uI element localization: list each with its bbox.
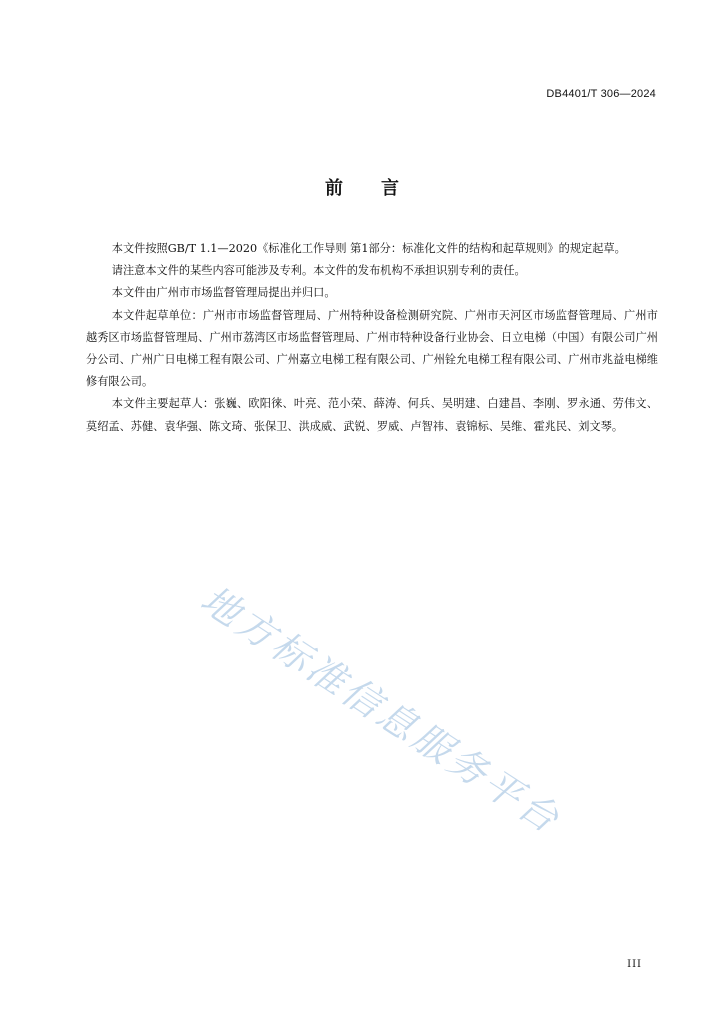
page-number: III xyxy=(627,959,642,970)
page-title: 前言 xyxy=(325,178,437,199)
paragraph-drafters: 本文件主要起草人：张巍、欧阳徕、叶亮、范小荣、薛涛、何兵、吴明建、白建昌、李刚、罗永通、劳伟文、莫绍孟、苏健、袁华强、陈文琦、张保卫、洪成威、武锐、罗威、卢智祎、袁锦标、吴维、霍兆民、刘文琴。 xyxy=(86,397,658,433)
watermark: 地方标准信息服务平台 xyxy=(192,577,570,843)
paragraph-proposer: 本文件由广州市市场监督管理局提出并归口。 xyxy=(111,286,336,300)
foreword-body xyxy=(86,238,658,438)
paragraph-patent-notice: 请注意本文件的某些内容可能涉及专利。本文件的发布机构不承担识别专利的责任。 xyxy=(111,264,526,278)
paragraph-drafting-rules: 本文件按照GB/T 1.1—2020《标准化工作导则 第1部分：标准化文件的结构和起草规则》的规定起草。 xyxy=(111,242,626,255)
document-code: DB4401/T 306—2024 xyxy=(546,88,656,100)
paragraph-drafting-units: 本文件起草单位：广州市市场监督管理局、广州特种设备检测研究院、广州市天河区市场监督管理局、广州市越秀区市场监督管理局、广州市荔湾区市场监督管理局、广州市特种设备行业协会、日立电梯（中国）有限公司广州分公司、广州广日电梯工程有限公司、广州嘉立电梯工程有限公司、广州铨允电梯工程有限公司、广州市兆益电梯维修有限公司。 xyxy=(86,308,658,389)
